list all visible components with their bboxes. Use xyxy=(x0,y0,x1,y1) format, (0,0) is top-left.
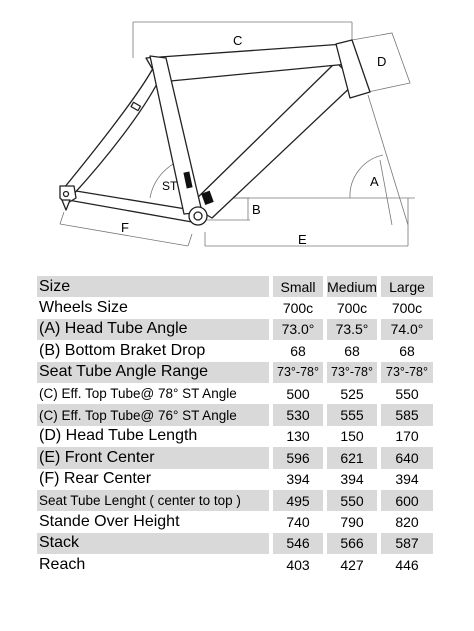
row-value: 68 xyxy=(290,342,306,359)
table-row xyxy=(37,447,433,468)
table-row xyxy=(37,469,433,490)
geometry-table-body xyxy=(37,276,433,575)
row-value: 403 xyxy=(286,556,310,573)
dropout-tab xyxy=(62,200,70,210)
row-label: (A) Head Tube Angle xyxy=(37,319,269,340)
row-label: Seat Tube Lenght ( center to top ) xyxy=(37,490,269,511)
row-label: (B) Bottom Braket Drop xyxy=(39,341,206,359)
row-value: 740 xyxy=(286,513,310,530)
rear-axle xyxy=(64,192,69,197)
table-row xyxy=(37,383,433,404)
row-value: 546 xyxy=(273,533,323,554)
top-tube xyxy=(146,44,348,82)
row-value: 550 xyxy=(327,490,377,511)
row-value: 73.0° xyxy=(273,319,323,340)
frame-geometry-diagram xyxy=(0,0,474,265)
table-row xyxy=(37,490,433,511)
table-row xyxy=(37,362,433,383)
down-tube xyxy=(190,62,356,218)
table-header-row xyxy=(37,276,433,297)
row-value: 600 xyxy=(381,490,433,511)
row-value: 73.5° xyxy=(327,319,377,340)
row-value: 555 xyxy=(327,404,377,425)
label-e: E xyxy=(298,232,307,247)
row-label: Reach xyxy=(39,555,86,573)
row-value: 550 xyxy=(395,385,419,402)
row-value: 700c xyxy=(336,300,368,317)
header-size-medium: Medium xyxy=(327,276,377,297)
row-value: 525 xyxy=(340,385,364,402)
seat-stay xyxy=(64,70,162,196)
row-value: 790 xyxy=(340,513,364,530)
row-value: 566 xyxy=(327,533,377,554)
label-f: F xyxy=(121,220,129,235)
row-value: 394 xyxy=(340,471,364,488)
row-value: 700c xyxy=(391,300,423,317)
bb-inner xyxy=(194,212,202,220)
row-value: 150 xyxy=(340,428,364,445)
row-value: 170 xyxy=(395,428,419,445)
header-size-small: Small xyxy=(273,276,323,297)
row-value: 68 xyxy=(344,342,360,359)
row-value: 820 xyxy=(395,513,419,530)
row-value: 394 xyxy=(286,471,310,488)
row-value: 596 xyxy=(273,447,323,468)
row-value: 587 xyxy=(381,533,433,554)
row-label: (D) Head Tube Length xyxy=(39,427,198,445)
row-value: 427 xyxy=(340,556,364,573)
header-size-large: Large xyxy=(381,276,433,297)
row-label: (C) Eff. Top Tube@ 78° ST Angle xyxy=(39,386,237,402)
table-row xyxy=(37,554,433,575)
row-value: 68 xyxy=(399,342,415,359)
bike-frame xyxy=(60,40,370,225)
table-row xyxy=(37,297,433,318)
label-c: C xyxy=(233,33,243,48)
header-size-label: Size xyxy=(37,276,269,297)
row-label: Seat Tube Angle Range xyxy=(37,362,269,383)
label-d: D xyxy=(377,54,387,69)
row-value: 394 xyxy=(395,471,419,488)
row-label: (E) Front Center xyxy=(37,447,269,468)
row-value: 73°-78° xyxy=(381,362,433,383)
row-label: Stack xyxy=(37,533,269,554)
row-value: 495 xyxy=(273,490,323,511)
table-row xyxy=(37,404,433,425)
label-a: A xyxy=(370,174,379,189)
row-value: 621 xyxy=(327,447,377,468)
row-label: (C) Eff. Top Tube@ 76° ST Angle xyxy=(37,404,269,425)
label-st: ST xyxy=(162,179,178,193)
row-value: 74.0° xyxy=(381,319,433,340)
row-value: 73°-78° xyxy=(273,362,323,383)
row-label: Wheels Size xyxy=(39,299,128,317)
row-label: (F) Rear Center xyxy=(39,470,152,488)
row-value: 446 xyxy=(395,556,419,573)
geometry-table xyxy=(37,276,433,575)
row-label: Stande Over Height xyxy=(39,512,180,530)
row-value: 585 xyxy=(381,404,433,425)
row-value: 700c xyxy=(282,300,314,317)
table-row xyxy=(37,340,433,361)
table-row xyxy=(37,426,433,447)
table-row xyxy=(37,319,433,340)
row-value: 73°-78° xyxy=(327,362,377,383)
chain-stay xyxy=(68,190,192,222)
table-row xyxy=(37,511,433,532)
row-value: 640 xyxy=(381,447,433,468)
row-value: 530 xyxy=(273,404,323,425)
row-value: 130 xyxy=(286,428,310,445)
row-value: 500 xyxy=(286,385,310,402)
table-row xyxy=(37,533,433,554)
label-b: B xyxy=(252,202,261,217)
